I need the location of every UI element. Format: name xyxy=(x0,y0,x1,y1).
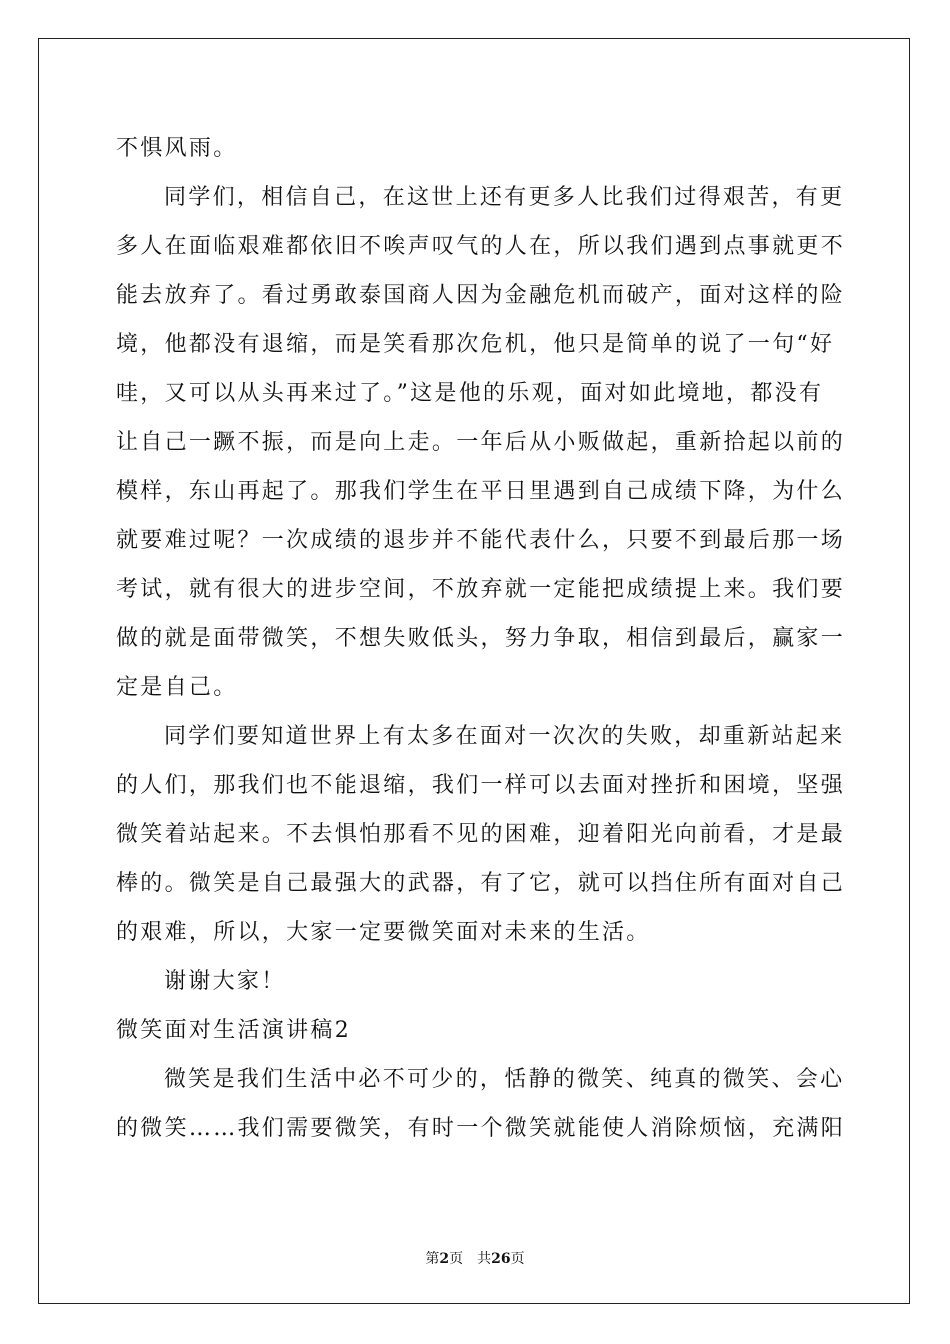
text-line: 让自己一蹶不振，而是向上走。一年后从小贩做起，重新拾起以前的 xyxy=(116,430,846,455)
text-line: 多人在面临艰难都依旧不唉声叹气的人在，所以我们遇到点事就更不 xyxy=(116,234,846,259)
total-pages: 26 xyxy=(491,1251,511,1267)
total-prefix: 共 xyxy=(477,1251,492,1267)
text-line: 的艰难，所以，大家一定要微笑面对未来的生活。 xyxy=(116,920,651,945)
text-line: 考试，就有很大的进步空间，不放弃就一定能把成绩提上来。我们要 xyxy=(116,577,846,602)
text-line: 微笑着站起来。不去惧怕那看不见的困难，迎着阳光向前看，才是最 xyxy=(116,822,846,847)
section-title: 微笑面对生活演讲稿2 xyxy=(116,1018,351,1043)
page-number: 2 xyxy=(439,1251,450,1267)
text-line: 就要难过呢？一次成绩的退步并不能代表什么，只要不到最后那一场 xyxy=(116,528,846,553)
paragraph-start-line: 微笑是我们生活中必不可少的，恬静的微笑、纯真的微笑、会心 xyxy=(164,1067,845,1092)
paragraph-start-line: 同学们要知道世界上有太多在面对一次次的失败，却重新站起来 xyxy=(164,724,845,749)
total-suffix: 页 xyxy=(510,1251,525,1267)
text-line: 哇，又可以从头再来过了。”这是他的乐观，面对如此境地，都没有 xyxy=(116,381,824,406)
page-suffix: 页 xyxy=(449,1251,464,1267)
text-line: 模样，东山再起了。那我们学生在平日里遇到自己成绩下降，为什么 xyxy=(116,479,846,504)
page-footer xyxy=(0,1248,950,1268)
page-prefix: 第 xyxy=(425,1251,440,1267)
text-line: 不惧风雨。 xyxy=(116,136,238,161)
closing-line: 谢谢大家！ xyxy=(164,969,286,994)
text-line: 棒的。微笑是自己最强大的武器，有了它，就可以挡住所有面对自己 xyxy=(116,871,846,896)
text-line: 定是自己。 xyxy=(116,675,238,700)
text-line: 能去放弃了。看过勇敢泰国商人因为金融危机而破产，面对这样的险 xyxy=(116,283,846,308)
text-line: 的微笑……我们需要微笑，有时一个微笑就能使人消除烦恼，充满阳 xyxy=(116,1116,846,1141)
document-body xyxy=(116,124,846,1153)
text-line: 境，他都没有退缩，而是笑看那次危机，他只是简单的说了一句“好 xyxy=(116,332,835,357)
text-line: 的人们，那我们也不能退缩，我们一样可以去面对挫折和困境，坚强 xyxy=(116,773,846,798)
text-line: 做的就是面带微笑，不想失败低头，努力争取，相信到最后，赢家一 xyxy=(116,626,846,651)
paragraph-start-line: 同学们，相信自己，在这世上还有更多人比我们过得艰苦，有更 xyxy=(164,185,845,210)
